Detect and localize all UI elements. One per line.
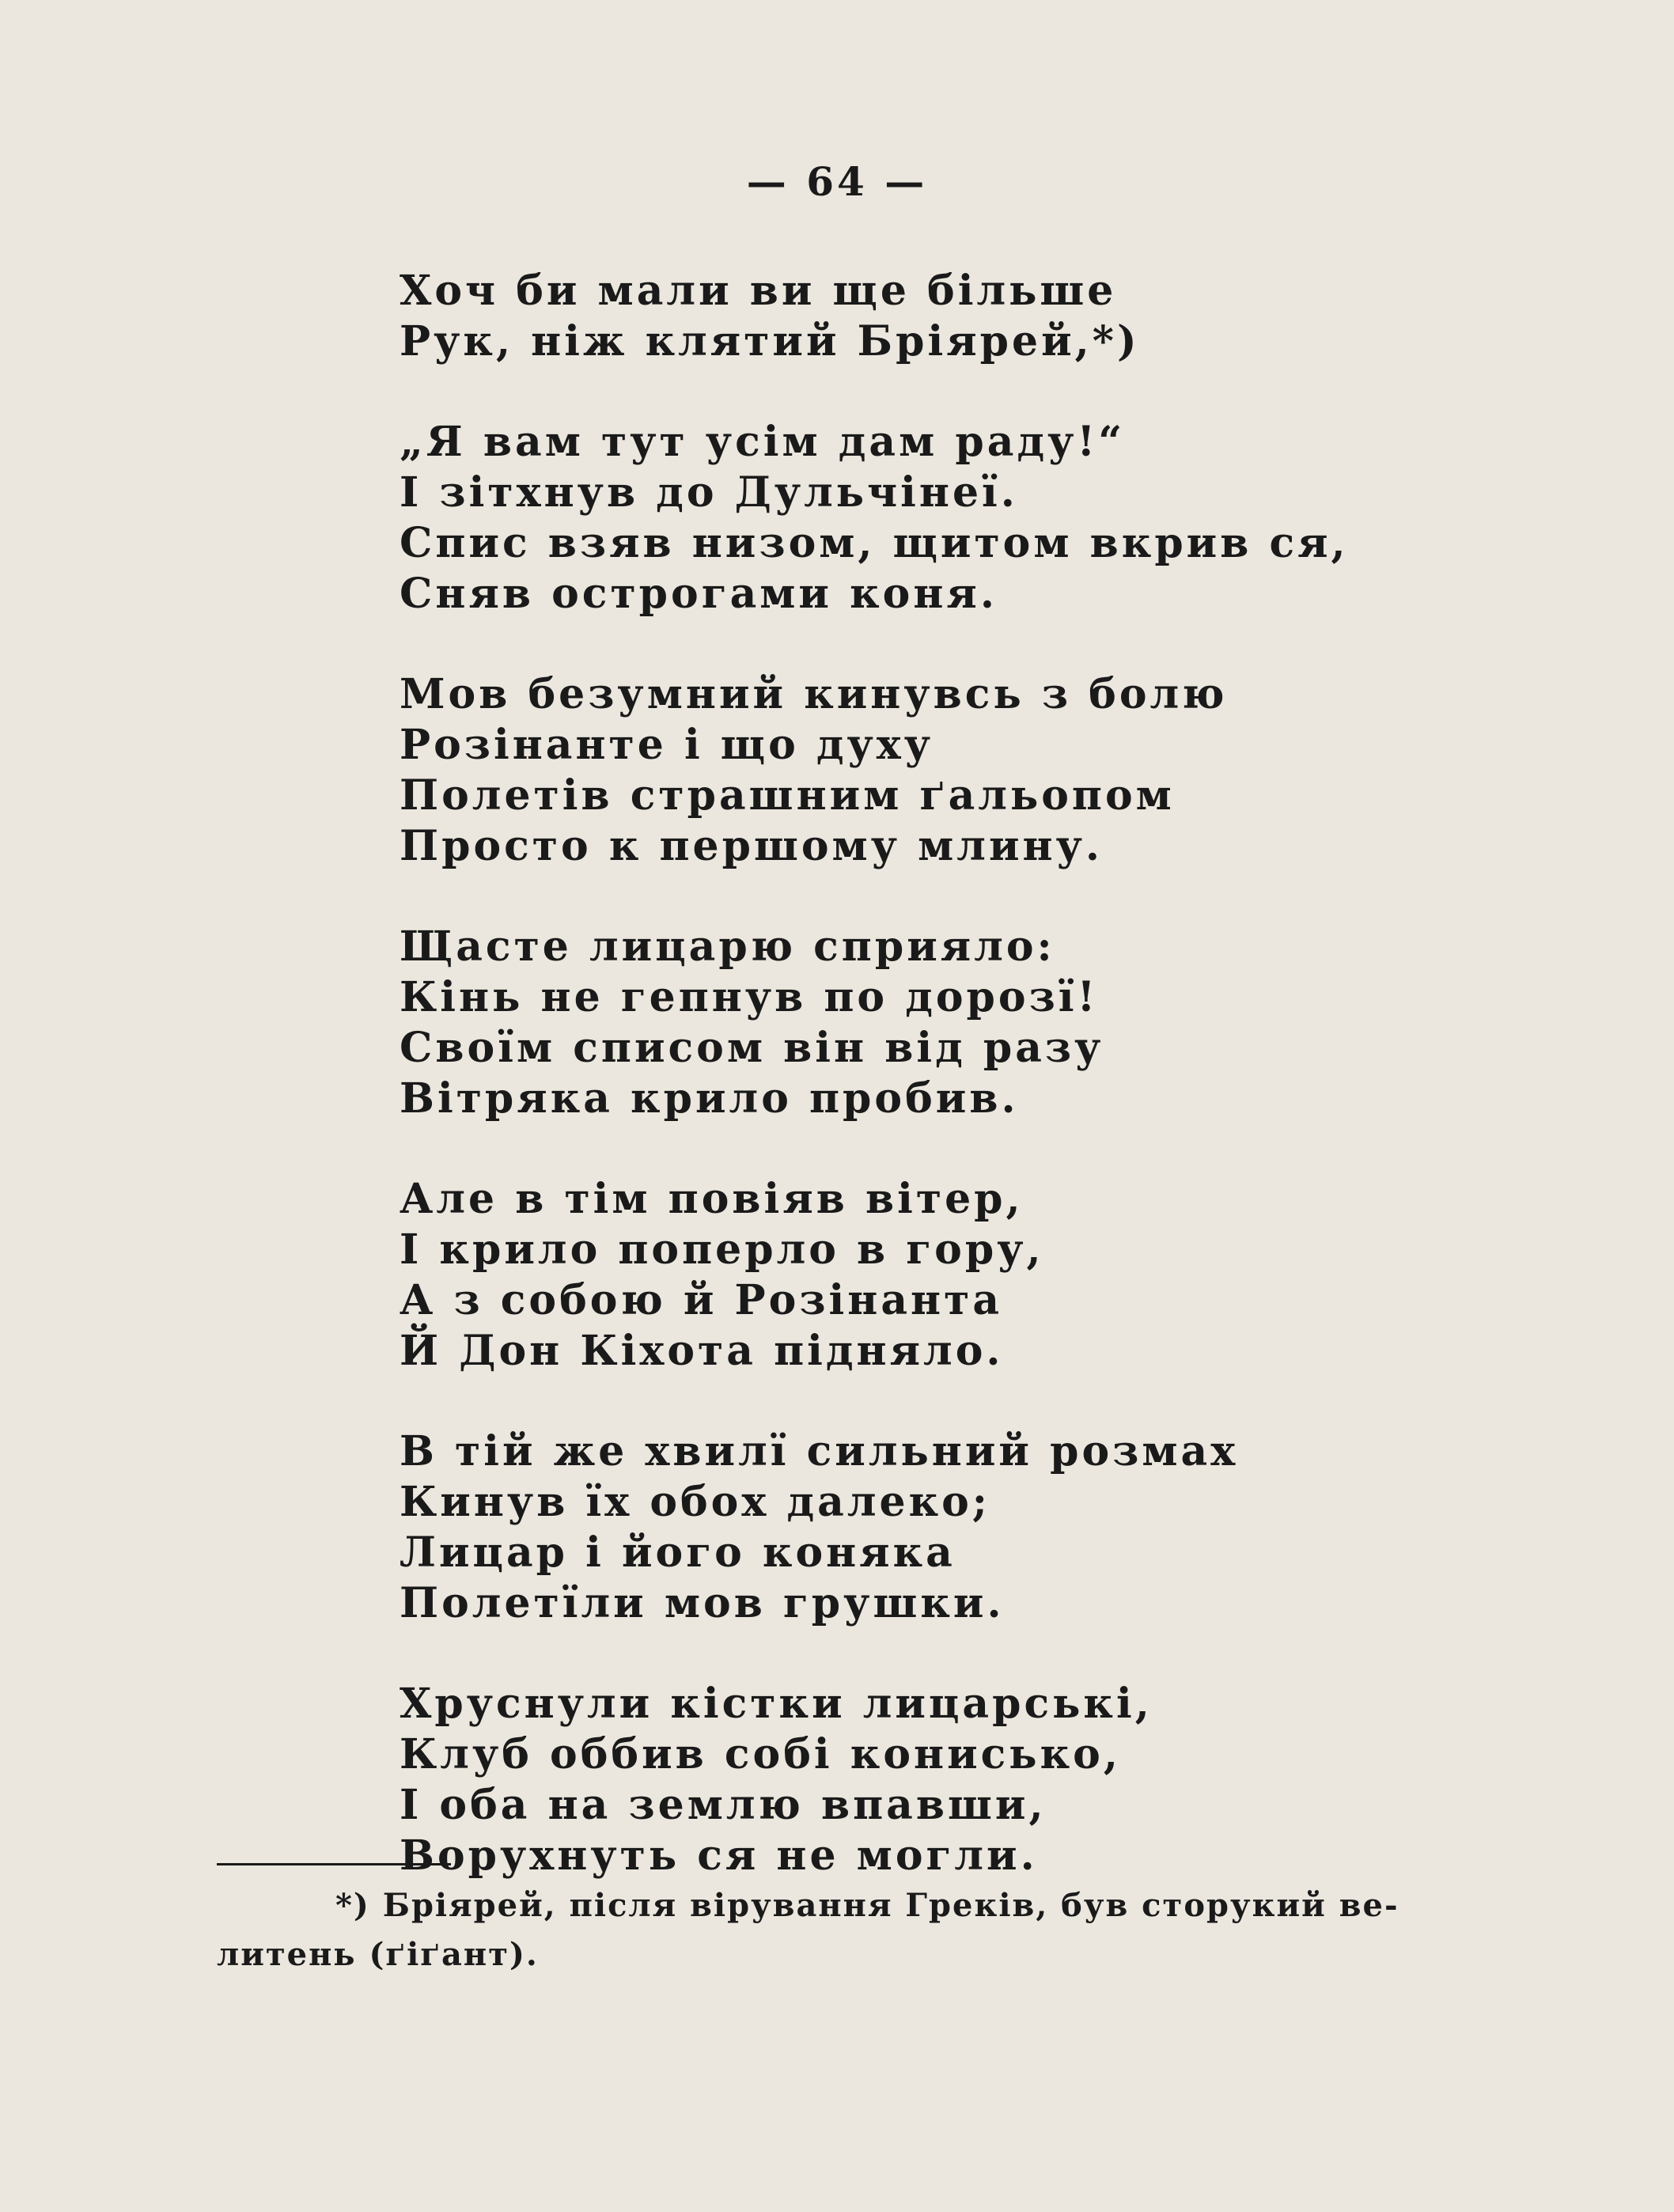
stanza	[400, 1426, 1586, 1629]
poem-line: Розінанте і що духу	[400, 721, 934, 769]
poem-line: Хоч би мали ви ще більше	[400, 267, 1117, 315]
poem-line: Своїм списом він від разу	[400, 1024, 1104, 1072]
poem-line: Лицар і його коняка	[400, 1528, 956, 1577]
poem-line: І крило поперло в гору,	[400, 1225, 1044, 1274]
stanza	[400, 922, 1586, 1124]
footnote	[217, 1881, 1530, 1979]
poem-line: А з собою й Розінанта	[400, 1276, 1003, 1324]
stanza	[400, 1679, 1586, 1881]
poem-line: Й Дон Кіхота підняло.	[400, 1327, 1004, 1375]
footnote-line: литень (ґіґант).	[217, 1936, 539, 1973]
poem-line: Полетів страшним ґальопом	[400, 771, 1175, 820]
footnote-line: *) Бріярей, після вірування Греків, був сторукий ве-	[335, 1887, 1399, 1924]
poem-line: Спис взяв низом, щитом вкрив ся,	[400, 519, 1349, 567]
stanza	[400, 266, 1586, 367]
poem-line: „Я вам тут усім дам раду!“	[400, 418, 1126, 466]
poem-line: І зітхнув до Дульчінеї.	[400, 468, 1018, 517]
poem-line: Ворухнуть ся не могли.	[400, 1831, 1038, 1880]
page-number: — 64 —	[746, 158, 928, 205]
poem-line: Полетїли мов грушки.	[400, 1579, 1005, 1627]
poem-line: В тій же хвилї сильний розмах	[400, 1427, 1239, 1475]
stanza	[400, 1174, 1586, 1377]
poem	[400, 266, 1586, 1931]
poem-line: Вітряка крило пробив.	[400, 1074, 1019, 1123]
poem-line: Хруснули кістки лицарські,	[400, 1680, 1153, 1728]
poem-line: Просто к першому млину.	[400, 822, 1103, 870]
poem-line: Кинув їх обох далеко;	[400, 1478, 990, 1526]
poem-line: Щасте лицарю сприяло:	[400, 922, 1055, 971]
poem-line: Рук, ніж клятий Бріярей,*)	[400, 317, 1140, 366]
poem-line: Мов безумний кинувсь з болю	[400, 670, 1228, 718]
stanza	[400, 417, 1586, 619]
stanza	[400, 669, 1586, 872]
footnote-divider	[217, 1863, 451, 1865]
poem-line: І оба на землю впавши,	[400, 1781, 1047, 1829]
poem-line: Клуб оббив собі конисько,	[400, 1730, 1121, 1778]
poem-line: Але в тім повіяв вітер,	[400, 1175, 1024, 1223]
poem-line: Сняв острогами коня.	[400, 570, 998, 618]
poem-line: Кінь не гепнув по дорозї!	[400, 973, 1099, 1021]
